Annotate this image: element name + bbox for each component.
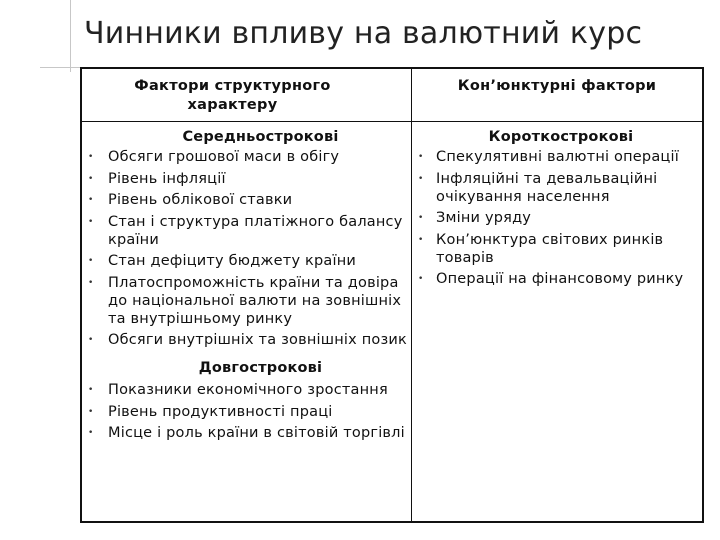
bullet-icon: • xyxy=(418,213,424,223)
structural-factors-cell xyxy=(82,122,412,521)
bullet-icon: • xyxy=(88,256,94,266)
list-item: • Місце і роль країни в світовій торгівлі xyxy=(88,425,405,441)
bullet-icon: • xyxy=(88,216,94,227)
list-item: • Рівень продуктивності праці xyxy=(88,403,333,420)
bullet-icon: • xyxy=(88,277,94,288)
bullet-icon: • xyxy=(88,152,94,162)
list-item: • Операції на фінансовому ринку xyxy=(418,271,684,287)
list-item: • Платоспроможність країни та довіра до національної валюти на зовнішніх та внутрішньому ринку xyxy=(88,274,402,327)
bullet-icon: • xyxy=(88,385,94,395)
medium-term-list xyxy=(86,148,407,349)
bullet-icon: • xyxy=(418,274,424,284)
factors-table xyxy=(80,67,704,523)
list-item: • Зміни уряду xyxy=(418,210,532,226)
medium-term-heading: Середньострокові xyxy=(182,129,339,145)
bullet-icon: • xyxy=(88,428,94,438)
bullet-icon: • xyxy=(88,173,94,184)
list-item: • Спекулятивні валютні операції xyxy=(418,149,679,165)
long-term-list xyxy=(86,381,407,442)
short-term-list xyxy=(418,148,698,288)
table-header-row xyxy=(82,69,702,122)
list-item: • Кон’юнктура світових ринків товарів xyxy=(418,231,664,266)
short-term-heading: Короткострокові xyxy=(488,129,634,145)
list-item: • Обсяги грошової маси в обігу xyxy=(88,149,340,165)
header-market-factors: Кон’юнктурні фактори xyxy=(457,78,657,94)
bullet-icon: • xyxy=(418,234,424,245)
header-structural-factors: Фактори структурного характеру xyxy=(82,69,412,121)
slide-title: Чинники впливу на валютний курс xyxy=(84,16,643,51)
bullet-icon: • xyxy=(88,406,94,417)
table-body-row xyxy=(82,122,702,521)
list-item: • Стан дефіциту бюджету країни xyxy=(88,253,357,269)
list-item: • Стан і структура платіжного балансу країни xyxy=(88,213,403,248)
list-item: • Інфляційні та девальваційні очікування населення xyxy=(418,170,658,205)
list-item: • Рівень облікової ставки xyxy=(88,192,293,208)
list-item: • Показники економічного зростання xyxy=(88,382,388,398)
market-factors-cell xyxy=(412,122,702,521)
title-vertical-rule xyxy=(70,0,71,72)
list-item: • Обсяги внутрішніх та зовнішніх позик xyxy=(88,332,407,348)
bullet-icon: • xyxy=(418,152,424,162)
bullet-icon: • xyxy=(88,195,94,205)
list-item: • Рівень інфляції xyxy=(88,170,226,187)
bullet-icon: • xyxy=(88,335,94,345)
bullet-icon: • xyxy=(418,173,424,184)
long-term-heading: Довгострокові xyxy=(198,360,323,376)
